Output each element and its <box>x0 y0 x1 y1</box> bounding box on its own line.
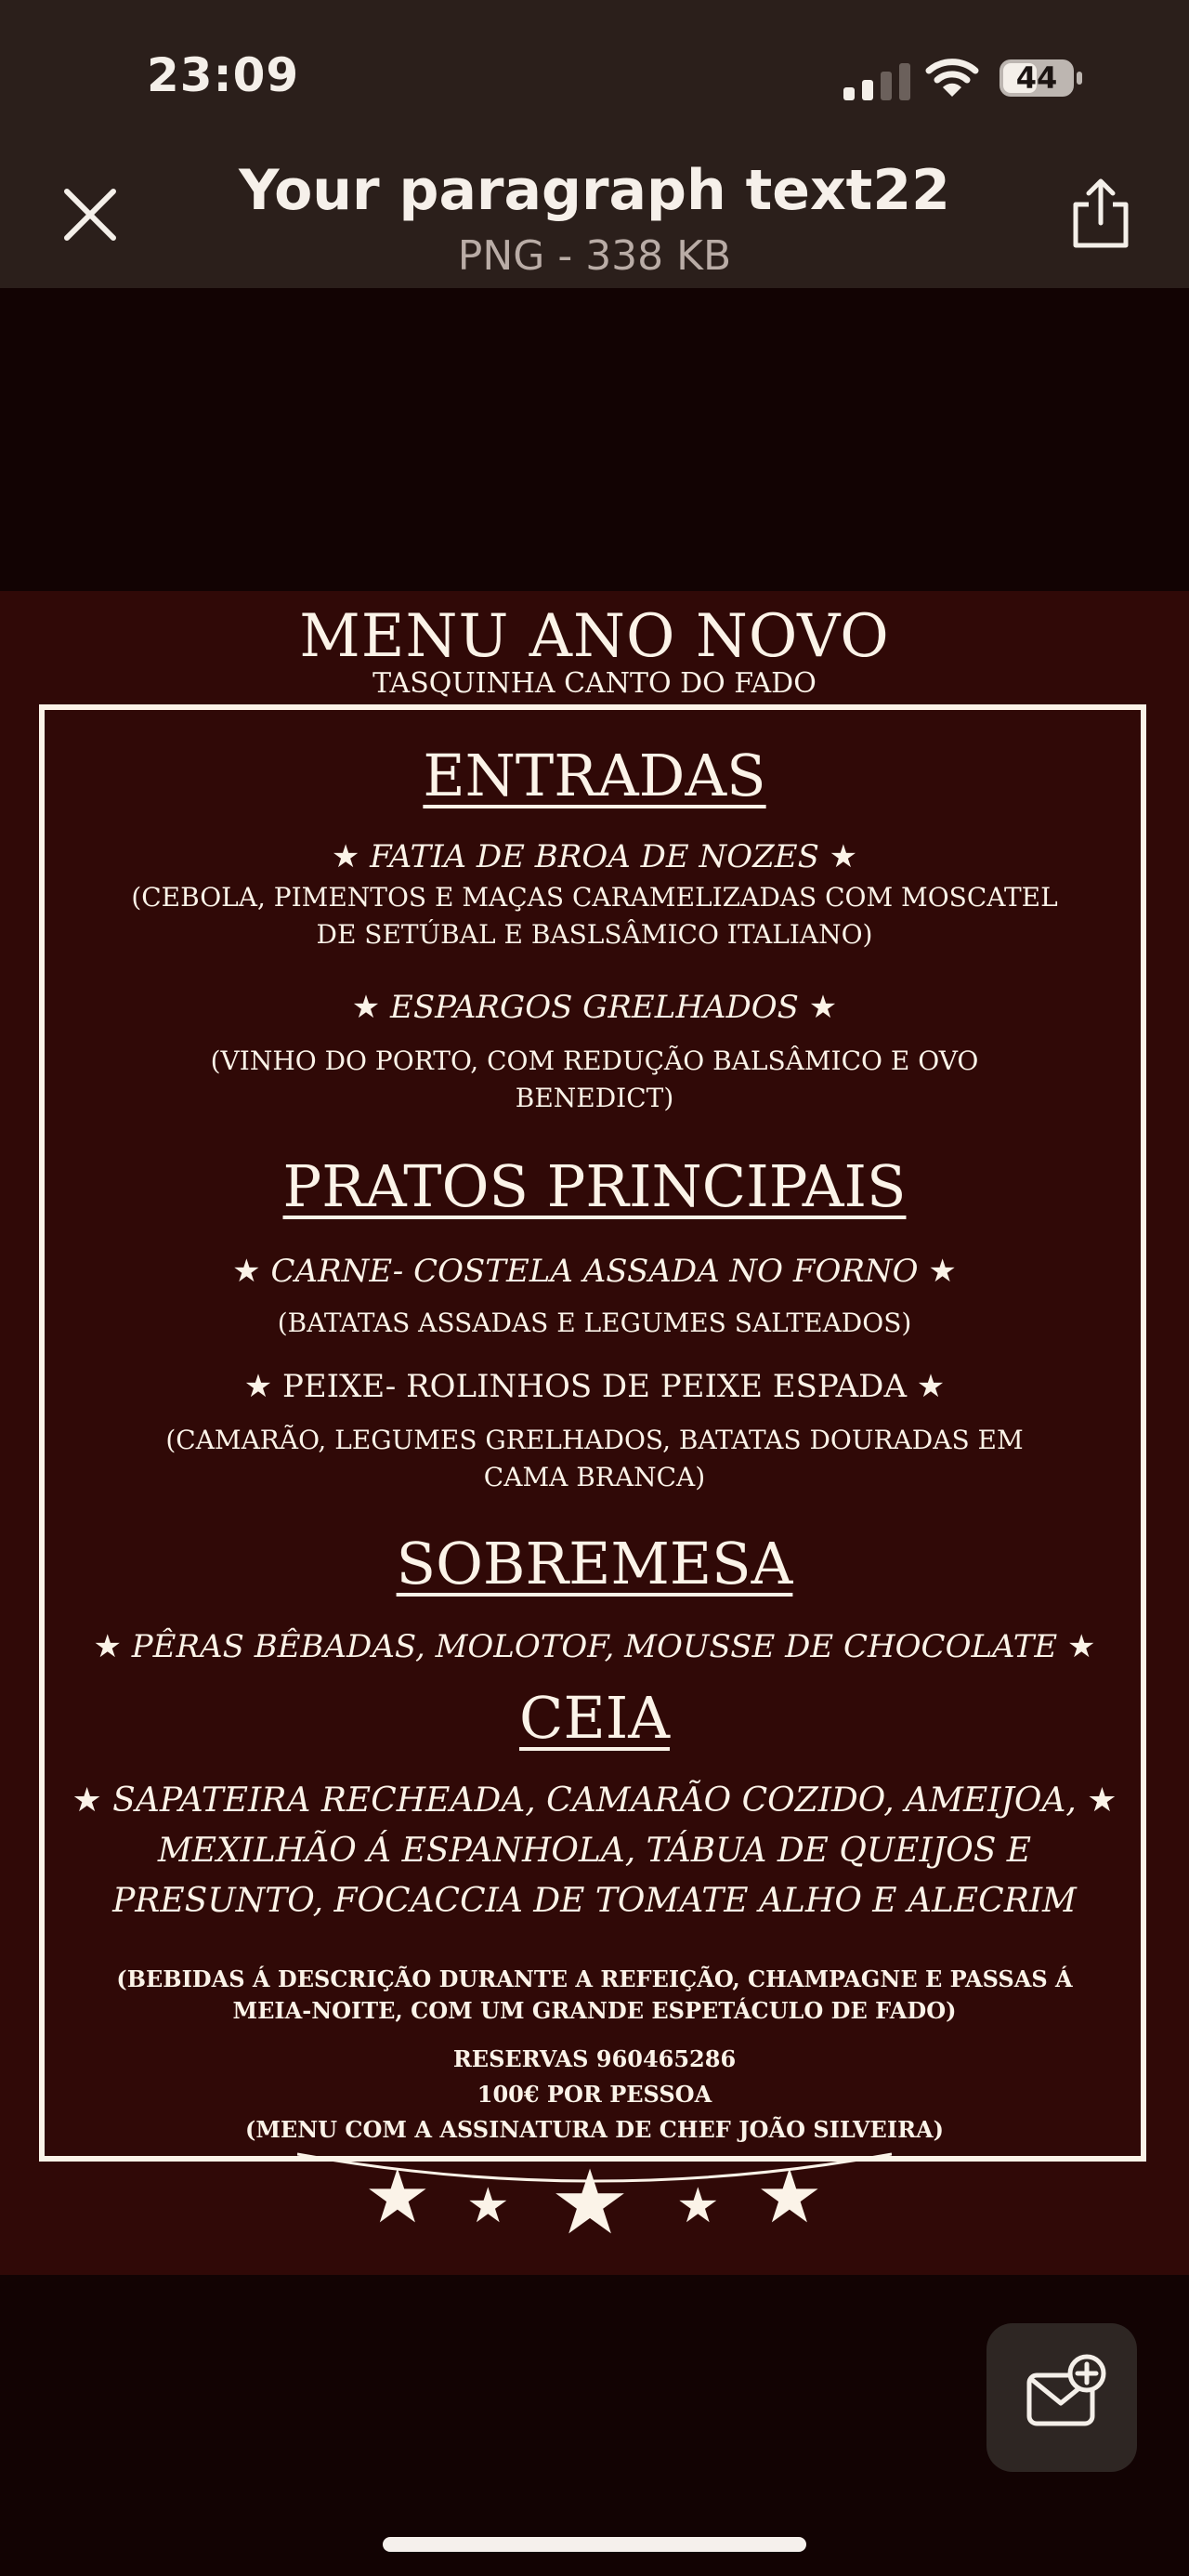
star-icon: ★ <box>232 1253 271 1290</box>
menu-item-desc: DE SETÚBAL E BASLSÂMICO ITALIANO) <box>316 919 873 950</box>
menu-item-label: ESPARGOS GRELHADOS <box>390 989 799 1026</box>
menu-heading: MENU ANO NOVO <box>299 602 890 671</box>
price: 100€ POR PESSOA <box>477 2081 712 2108</box>
menu-item-label: CARNE- COSTELA ASSADA NO FORNO <box>270 1253 919 1290</box>
section-title-entradas: ENTRADAS <box>423 742 766 809</box>
menu-item-desc: CAMA BRANCA) <box>483 1462 706 1492</box>
menu-item-desc: BENEDICT) <box>515 1083 674 1113</box>
menu-item-ceia-line: MEXILHÃO Á ESPANHOLA, TÁBUA DE QUEIJOS E <box>157 1832 1032 1870</box>
menu-item-carne <box>0 1253 1189 1290</box>
drinks-note: (BEBIDAS Á DESCRIÇÃO DURANTE A REFEIÇÃO, CHAMPAGNE E PASSAS Á <box>116 1965 1073 1992</box>
menu-item-sobremesa <box>0 1628 1189 1665</box>
menu-item-desc: (VINHO DO PORTO, COM REDUÇÃO BALSÂMICO E OVO <box>210 1045 979 1076</box>
viewer-background-top <box>0 288 1189 591</box>
chef-signature: (MENU COM A ASSINATURA DE CHEF JOÃO SILVEIRA) <box>244 2116 944 2143</box>
status-time: 23:09 <box>147 48 300 102</box>
menu-item-peixe <box>0 1368 1189 1405</box>
star-icon: ★ <box>364 2153 431 2240</box>
star-icon: ★ <box>918 1253 957 1290</box>
section-title-sobremesa: SOBREMESA <box>396 1530 793 1597</box>
signal-icon <box>843 63 910 100</box>
home-indicator[interactable] <box>383 2537 806 2552</box>
star-icon: ★ <box>798 989 838 1026</box>
star-icon: ★ <box>72 1781 113 1820</box>
menu-item-ceia-line: PRESUNTO, FOCACCIA DE TOMATE ALHO E ALECRIM <box>112 1882 1077 1920</box>
drinks-note: MEIA-NOITE, COM UM GRANDE ESPETÁCULO DE FADO) <box>232 1997 957 2024</box>
menu-item-espargos <box>0 989 1189 1026</box>
menu-item-desc: (BATATAS ASSADAS E LEGUMES SALTEADOS) <box>277 1308 912 1338</box>
menu-item-broa <box>0 838 1189 875</box>
star-icon: ★ <box>466 2178 510 2234</box>
reservations: RESERVAS 960465286 <box>452 2045 737 2072</box>
share-icon[interactable] <box>1068 177 1133 251</box>
battery-icon <box>998 58 1083 99</box>
star-icon: ★ <box>243 1368 282 1405</box>
star-icon: ★ <box>676 2178 720 2234</box>
menu-item-label: PEIXE- ROLINHOS DE PEIXE ESPADA <box>281 1368 907 1405</box>
star-icon: ★ <box>907 1368 946 1405</box>
star-icon: ★ <box>351 989 391 1026</box>
menu-item-label: FATIA DE BROA DE NOZES <box>370 838 819 875</box>
file-title: Your paragraph text22 <box>239 158 950 223</box>
star-icon: ★ <box>1076 1781 1117 1820</box>
star-icon: ★ <box>1057 1628 1096 1665</box>
star-icon: ★ <box>550 2150 631 2254</box>
star-icon: ★ <box>818 838 858 875</box>
mail-add-button[interactable] <box>986 2323 1137 2472</box>
menu-item-desc: (CAMARÃO, LEGUMES GRELHADOS, BATATAS DOURADAS EM <box>165 1425 1024 1455</box>
mail-add-icon <box>986 2323 1137 2472</box>
star-icon: ★ <box>756 2153 823 2240</box>
menu-item-label: SAPATEIRA RECHEADA, CAMARÃO COZIDO, AMEIJOA, <box>112 1781 1077 1820</box>
menu-item-label: PÊRAS BÊBADAS, MOLOTOF, MOUSSE DE CHOCOLATE <box>131 1628 1058 1665</box>
menu-item-ceia <box>0 1775 1189 1827</box>
file-info: PNG - 338 KB <box>457 232 732 280</box>
star-icon: ★ <box>331 838 371 875</box>
section-title-ceia: CEIA <box>519 1684 670 1752</box>
menu-subheading: TASQUINHA CANTO DO FADO <box>372 667 817 700</box>
menu-item-desc: (CEBOLA, PIMENTOS E MAÇAS CARAMELIZADAS COM MOSCATEL <box>131 882 1058 913</box>
star-icon: ★ <box>93 1628 132 1665</box>
section-title-pratos: PRATOS PRINCIPAIS <box>282 1152 907 1220</box>
battery-level: 44 <box>1015 60 1058 96</box>
wifi-icon <box>925 54 979 99</box>
